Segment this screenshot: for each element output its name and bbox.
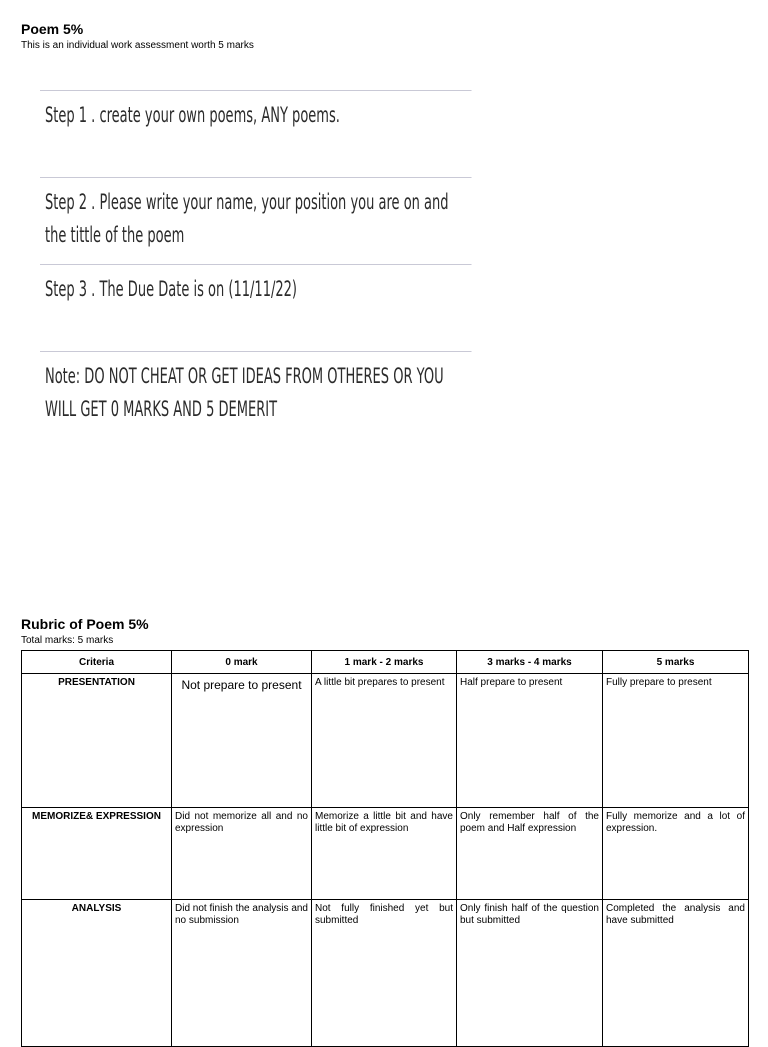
document-subtitle: This is an individual work assessment worth 5 marks bbox=[21, 40, 254, 51]
header-1-2-marks: 1 mark - 2 marks bbox=[312, 651, 457, 674]
step-1-text: Step 1 . create your own poems, ANY poems. bbox=[40, 90, 471, 177]
table-cell: Did not finish the analysis and no submission bbox=[172, 900, 312, 1047]
rubric-header-row bbox=[22, 651, 749, 674]
header-criteria: Criteria bbox=[22, 651, 172, 674]
document-title: Poem 5% bbox=[21, 21, 84, 37]
table-cell: Not prepare to present bbox=[172, 674, 312, 808]
table-cell: Not fully finished yet but submitted bbox=[312, 900, 457, 1047]
rubric-title: Rubric of Poem 5% bbox=[21, 616, 149, 632]
step-3-text: Step 3 . The Due Date is on (11/11/22) bbox=[40, 264, 471, 351]
table-cell: Did not memorize all and no expression bbox=[172, 808, 312, 900]
table-cell: Only remember half of the poem and Half expression bbox=[457, 808, 603, 900]
table-cell: Memorize a little bit and have little bit of expression bbox=[312, 808, 457, 900]
note-prefix: Note: bbox=[44, 364, 85, 388]
table-row bbox=[22, 900, 749, 1047]
header-0-mark: 0 mark bbox=[172, 651, 312, 674]
table-row bbox=[22, 808, 749, 900]
criteria-presentation: PRESENTATION bbox=[22, 674, 172, 808]
step-2-text: Step 2 . Please write your name, your position you are on and the tittle of the poem bbox=[40, 177, 471, 264]
table-cell: Half prepare to present bbox=[457, 674, 603, 808]
table-cell: Completed the analysis and have submitted bbox=[603, 900, 749, 1047]
steps-section bbox=[40, 90, 472, 441]
rubric-table bbox=[21, 650, 749, 1047]
table-cell: Only finish half of the question but submitted bbox=[457, 900, 603, 1047]
criteria-analysis: ANALYSIS bbox=[22, 900, 172, 1047]
table-cell: Fully memorize and a lot of expression. bbox=[603, 808, 749, 900]
criteria-memorize-expression: MEMORIZE& EXPRESSION bbox=[22, 808, 172, 900]
header-3-4-marks: 3 marks - 4 marks bbox=[457, 651, 603, 674]
note-text bbox=[40, 351, 471, 441]
note-body: DO NOT CHEAT OR GET IDEAS FROM OTHERES OR YOU WILL GET 0 MARKS AND 5 DEMERIT bbox=[44, 364, 444, 421]
rubric-subtitle: Total marks: 5 marks bbox=[21, 635, 114, 646]
header-5-marks: 5 marks bbox=[603, 651, 749, 674]
table-cell: A little bit prepares to present bbox=[312, 674, 457, 808]
table-row bbox=[22, 674, 749, 808]
table-cell: Fully prepare to present bbox=[603, 674, 749, 808]
